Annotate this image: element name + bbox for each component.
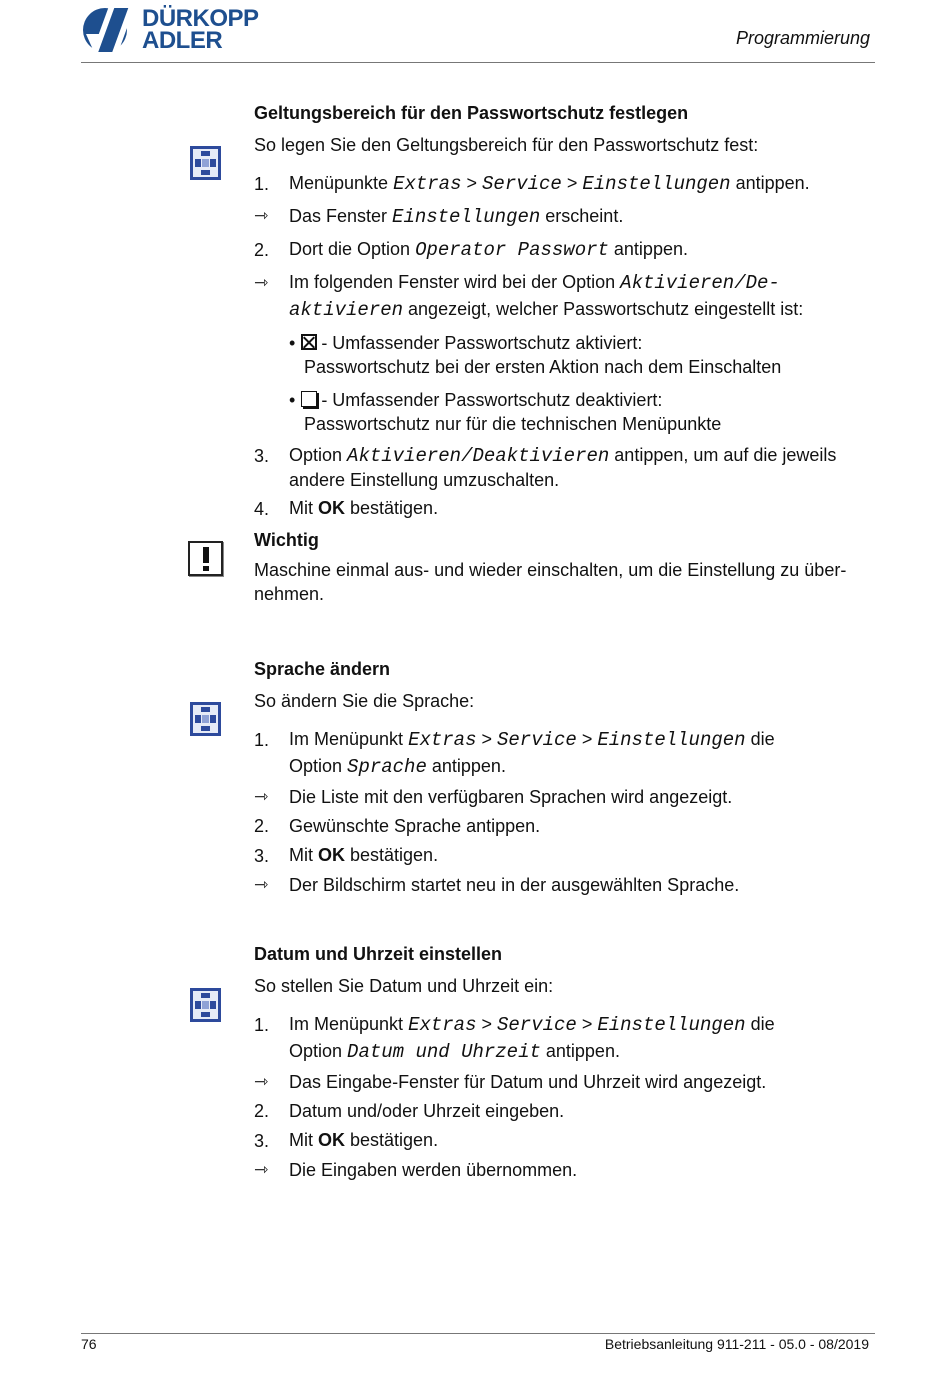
option-aktivieren-deaktivieren: Aktivieren/Deaktivieren [347,445,610,467]
text: - Umfassender Passwortschutz aktiviert: [321,333,643,353]
menu-extras: Extras [408,729,477,751]
text: Option [289,756,348,776]
empty-box-icon [301,391,317,407]
result-arrow-icon: ⇾ [254,787,269,806]
text: Mit [289,1130,318,1150]
step-number: 1. [254,730,270,750]
page-number: 76 [81,1336,97,1352]
text: Im Menüpunkt [289,1014,409,1034]
control-panel-icon [190,988,221,1022]
menu-extras: Extras [408,1014,477,1036]
option-operator-passwort: Operator Passwort [415,239,609,261]
text: Option [289,1041,348,1061]
separator: > [461,173,483,193]
option-aktivieren: Aktivieren/De- [620,272,780,294]
result-arrow-icon: ⇾ [254,206,269,225]
separator: > [476,1014,497,1034]
step-number: 4. [254,499,270,519]
control-panel-icon [190,702,221,736]
text: antippen, um auf die jeweils andere Einstellung umzuschalten. [289,445,837,490]
note-text: Maschine einmal aus- und wieder einschalten, um die Einstellung zu über-nehmen. [254,560,847,604]
exclamation-icon [188,541,223,576]
document-reference: Betriebsanleitung 911-211 - 05.0 - 08/2019 [604,1336,869,1352]
text: antippen. [540,1041,620,1061]
datetime-result-2: Die Eingaben werden übernommen. [289,1160,578,1180]
control-panel-icon [190,146,221,180]
datetime-heading: Datum und Uhrzeit einstellen [254,944,503,964]
password-intro: So legen Sie den Geltungsbereich für den Passwortschutz fest: [254,135,759,155]
note-title: Wichtig [254,530,319,550]
text: bestätigen. [345,498,439,518]
section-title: Programmierung [735,28,870,48]
step-number: 3. [254,1131,270,1151]
result-arrow-icon: ⇾ [254,1072,269,1091]
datetime-step-2: Datum und/oder Uhrzeit eingeben. [289,1101,565,1121]
bullet-deactivated-detail: Passwortschutz nur für die technischen Menüpunkte [304,414,722,434]
menu-service: Service [497,1014,577,1036]
separator: > [476,729,497,749]
password-step-1 [289,170,879,197]
password-result-1 [289,203,879,230]
result-arrow-icon: ⇾ [254,1160,269,1179]
language-step-2: Gewünschte Sprache antippen. [289,816,541,836]
step-number: 1. [254,174,270,194]
separator: > [561,173,583,193]
password-heading: Geltungsbereich für den Passwortschutz festlegen [254,103,689,123]
text: erscheint. [540,206,624,226]
datetime-intro: So stellen Sie Datum und Uhrzeit ein: [254,976,554,996]
separator: > [576,1014,598,1034]
ok-label: OK [318,845,345,865]
language-intro: So ändern Sie die Sprache: [254,691,475,711]
result-arrow-icon: ⇾ [254,875,269,894]
text: Menüpunkte [289,173,394,193]
text: Dort die Option [289,239,416,259]
menu-einstellungen: Einstellungen [582,173,731,195]
password-result-2 [289,269,879,323]
text: antippen. [730,173,810,193]
footer-divider [81,1333,875,1334]
text: Das Fenster [289,206,393,226]
text: Mit [289,498,318,518]
result-arrow-icon: ⇾ [254,273,269,292]
bullet-deactivated: • - Umfassender Passwortschutz deaktiviert: [289,390,663,410]
brand-name [142,5,259,54]
password-step-2 [289,236,879,263]
brand-line-2: ADLER [142,27,223,54]
option-aktivieren-cont: aktivieren [289,299,404,321]
separator: > [576,729,598,749]
ok-label: OK [318,1130,345,1150]
header-divider [81,62,875,63]
language-result-2: Der Bildschirm startet neu in der ausgewählten Sprache. [289,875,740,895]
text: die [745,729,775,749]
menu-service: Service [497,729,577,751]
bullet-activated-detail: Passwortschutz bei der ersten Aktion nach dem Einschalten [304,357,782,377]
datetime-result-1: Das Eingabe-Fenster für Datum und Uhrzeit wird angezeigt. [289,1072,767,1092]
language-result-1: Die Liste mit den verfügbaren Sprachen wird angezeigt. [289,787,733,807]
menu-extras: Extras [393,173,462,195]
step-number: 2. [254,240,270,260]
text: antippen. [426,756,506,776]
text: Option [289,445,348,465]
text: bestätigen. [345,1130,439,1150]
menu-service: Service [482,173,562,195]
brand-line-1: DÜRKOPP [142,5,259,32]
datetime-step-3 [289,1127,879,1153]
datetime-step-1 [289,1011,879,1065]
text: angezeigt, welcher Passwortschutz eingestellt ist: [403,299,804,319]
text: die [745,1014,775,1034]
text: Mit [289,845,318,865]
text: Im folgenden Fenster wird bei der Option [289,272,621,292]
checked-box-icon [301,334,317,350]
window-einstellungen: Einstellungen [392,206,541,228]
step-number: 1. [254,1015,270,1035]
step-number: 2. [254,816,270,836]
menu-einstellungen: Einstellungen [597,1014,746,1036]
step-number: 2. [254,1101,270,1121]
text: antippen. [608,239,688,259]
text: - Umfassender Passwortschutz deaktiviert: [321,390,663,410]
option-sprache: Sprache [347,756,427,778]
text: Im Menüpunkt [289,729,409,749]
step-number: 3. [254,846,270,866]
ok-label: OK [318,498,345,518]
option-datum-uhrzeit: Datum und Uhrzeit [347,1041,541,1063]
password-step-4 [289,495,879,521]
text: bestätigen. [345,845,439,865]
step-number: 3. [254,446,270,466]
menu-einstellungen: Einstellungen [597,729,746,751]
language-step-3 [289,842,879,868]
bullet-activated: • - Umfassender Passwortschutz aktiviert: [289,333,643,353]
password-step-3 [289,443,879,492]
language-heading: Sprache ändern [254,659,391,679]
language-step-1 [289,726,879,780]
